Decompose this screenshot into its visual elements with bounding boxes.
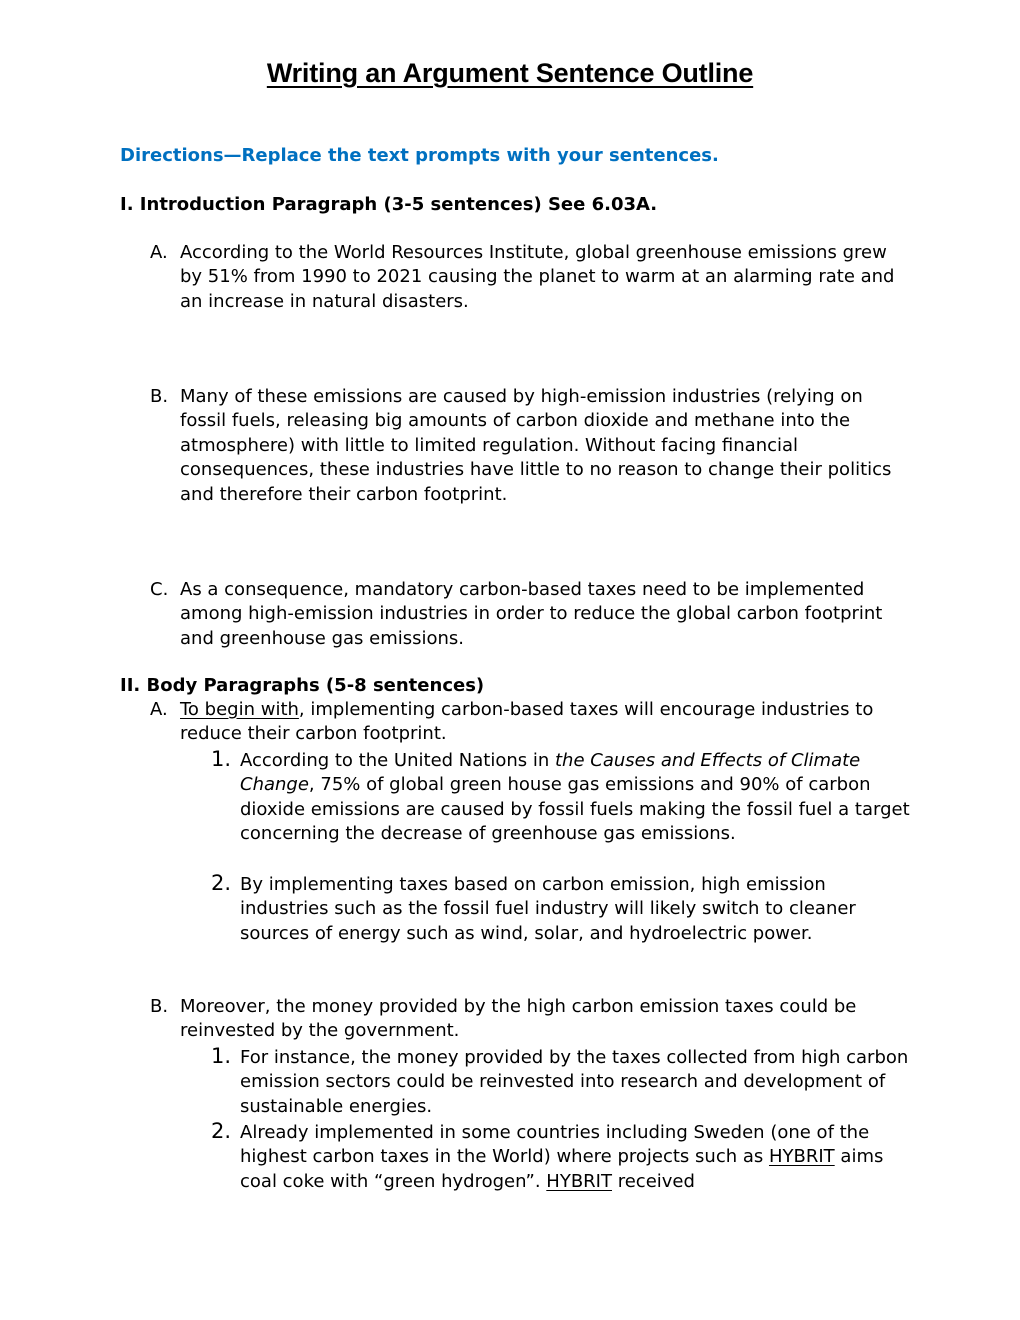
source-title: the Causes and Effects of Climate Change	[240, 750, 861, 796]
section-heading-body: II. Body Paragraphs (5-8 sentences)	[120, 675, 485, 696]
item-marker: C.	[150, 579, 169, 600]
item-marker: 2.	[211, 871, 232, 895]
item-text: By implementing taxes based on carbon emission, high emission industries such as the fossil fuel industry will likely switch to cleaner sources of energy such as wind, solar, and hydroelectric power.	[240, 874, 856, 944]
sub-text-post: , 75% of global green house gas emissions and 90% of carbon dioxide emissions are caused by fossil fuels making the fossil fuel a target concerning the decrease of greenhouse gas emissions.	[240, 774, 910, 845]
item-marker: A.	[150, 699, 168, 720]
section-heading-introduction: I. Introduction Paragraph (3-5 sentences) See 6.03A.	[120, 194, 658, 215]
item-text	[180, 698, 910, 747]
sub-text-pre: According to the United Nations in	[240, 750, 555, 771]
item-marker: B.	[150, 386, 169, 407]
sub-text-mid: aims coal coke with “green hydrogen”.	[240, 1146, 884, 1192]
sub-text-pre: Already implemented in some countries including Sweden (one of the highest carbon taxes in the World) where projects such as	[240, 1122, 870, 1168]
hybrit-reference: HYBRIT	[546, 1170, 612, 1192]
item-marker: B.	[150, 996, 169, 1017]
item-text	[240, 1121, 910, 1194]
transition-phrase: To begin with	[180, 699, 299, 720]
item-text: For instance, the money provided by the taxes collected from high carbon emission sectors could be reinvested into research and development of sustainable energies.	[240, 1047, 909, 1117]
directions-text: Directions—Replace the text prompts with your sentences.	[120, 145, 719, 166]
item-text: As a consequence, mandatory carbon-based taxes need to be implemented among high-emission industries in order to reduce the global carbon footprint and greenhouse gas emissions.	[180, 579, 883, 649]
item-text	[240, 749, 910, 847]
item-marker: 1.	[211, 1044, 232, 1068]
item-text: Many of these emissions are caused by high-emission industries (relying on fossil fuels, releasing big amounts of carbon dioxide and methane into the atmosphere) with little to limited regulation. Without facing financial consequences, these industries have little to no reason to change their politics and therefore their carbon footprint.	[180, 386, 892, 505]
point-text: , implementing carbon-based taxes will encourage industries to reduce their carbon footprint.	[180, 699, 874, 745]
item-marker: A.	[150, 242, 168, 263]
page-title: Writing an Argument Sentence Outline	[266, 58, 754, 88]
hybrit-reference: HYBRIT	[768, 1146, 835, 1168]
sub-text-post: received	[612, 1170, 695, 1192]
item-text: Moreover, the money provided by the high carbon emission taxes could be reinvested by the government.	[180, 996, 857, 1042]
item-marker: 1.	[211, 747, 232, 771]
item-marker: 2.	[211, 1119, 232, 1143]
item-text: According to the World Resources Institute, global greenhouse emissions grew by 51% from 1990 to 2021 causing the planet to warm at an alarming rate and an increase in natural disasters.	[180, 242, 895, 312]
